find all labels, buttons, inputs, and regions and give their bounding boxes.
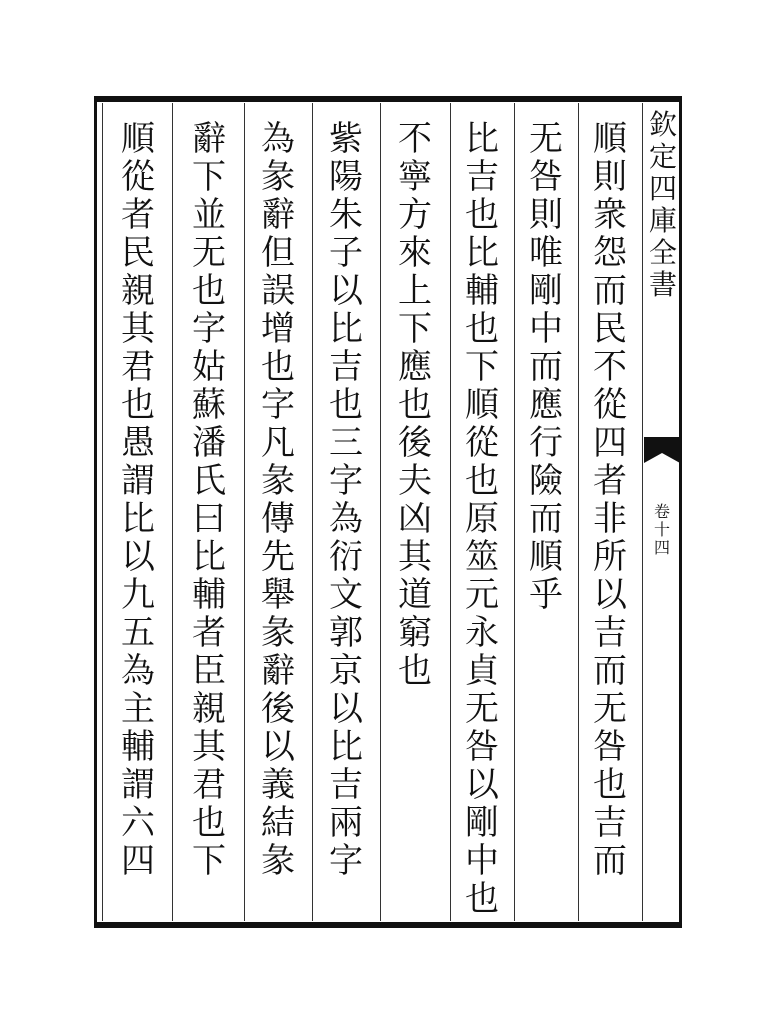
text-char: 順 xyxy=(121,119,155,159)
text-char: 夫 xyxy=(398,461,432,501)
text-char: 來 xyxy=(398,233,432,273)
text-char: 從 xyxy=(121,157,155,197)
text-char: 辭 xyxy=(261,651,295,691)
text-char: 衆 xyxy=(593,195,627,235)
text-char: 五 xyxy=(121,613,155,653)
column-rule xyxy=(514,103,515,921)
text-char: 者 xyxy=(593,461,627,501)
text-char: 三 xyxy=(329,423,363,463)
text-char: 謂 xyxy=(121,765,155,805)
text-column xyxy=(585,120,635,880)
text-column xyxy=(321,120,371,880)
text-char: 應 xyxy=(398,347,432,387)
title-char: 全 xyxy=(648,236,677,269)
text-char: 則 xyxy=(593,157,627,197)
text-char: 而 xyxy=(593,841,627,881)
text-char: 所 xyxy=(593,537,627,577)
text-char: 彖 xyxy=(261,461,295,501)
column-rule xyxy=(102,103,103,921)
text-char: 不 xyxy=(398,119,432,159)
volume-number xyxy=(650,503,674,557)
text-char: 親 xyxy=(121,271,155,311)
text-char: 字 xyxy=(261,385,295,425)
text-char: 紫 xyxy=(329,119,363,159)
text-char: 比 xyxy=(329,727,363,767)
text-char: 輔 xyxy=(465,271,499,311)
text-char: 下 xyxy=(465,347,499,387)
text-char: 咎 xyxy=(593,727,627,767)
text-char: 京 xyxy=(329,651,363,691)
text-char: 貞 xyxy=(465,651,499,691)
column-rule xyxy=(244,103,245,921)
text-char: 義 xyxy=(261,765,295,805)
text-char: 四 xyxy=(121,841,155,881)
text-char: 而 xyxy=(529,347,563,387)
text-char: 輔 xyxy=(192,575,226,615)
text-char: 以 xyxy=(329,689,363,729)
text-char: 後 xyxy=(261,689,295,729)
text-char: 非 xyxy=(593,499,627,539)
text-char: 也 xyxy=(465,309,499,349)
text-column xyxy=(390,120,440,690)
text-char: 而 xyxy=(593,651,627,691)
text-char: 行 xyxy=(529,423,563,463)
title-char: 庫 xyxy=(648,204,677,237)
text-char: 而 xyxy=(529,499,563,539)
text-char: 也 xyxy=(593,765,627,805)
text-char: 下 xyxy=(192,841,226,881)
text-char: 比 xyxy=(465,233,499,273)
text-char: 先 xyxy=(261,537,295,577)
text-char: 下 xyxy=(192,157,226,197)
text-char: 中 xyxy=(465,841,499,881)
text-char: 剛 xyxy=(465,803,499,843)
text-char: 臣 xyxy=(192,651,226,691)
text-char: 中 xyxy=(529,309,563,349)
title-char: 欽 xyxy=(648,108,677,141)
text-char: 凡 xyxy=(261,423,295,463)
text-char: 以 xyxy=(465,765,499,805)
text-char: 上 xyxy=(398,271,432,311)
text-char: 應 xyxy=(529,385,563,425)
text-char: 順 xyxy=(593,119,627,159)
text-char: 元 xyxy=(465,575,499,615)
text-char: 但 xyxy=(261,233,295,273)
text-char: 咎 xyxy=(465,727,499,767)
text-char: 傳 xyxy=(261,499,295,539)
text-char: 怨 xyxy=(593,233,627,273)
text-char: 衍 xyxy=(329,537,363,577)
text-column xyxy=(521,120,571,614)
text-char: 增 xyxy=(261,309,295,349)
text-char: 凶 xyxy=(398,499,432,539)
text-char: 兩 xyxy=(329,803,363,843)
text-char: 以 xyxy=(329,271,363,311)
text-char: 彖 xyxy=(261,157,295,197)
text-char: 從 xyxy=(465,423,499,463)
text-char: 其 xyxy=(398,537,432,577)
text-char: 以 xyxy=(593,575,627,615)
column-rule xyxy=(450,103,451,921)
text-char: 結 xyxy=(261,803,295,843)
text-char: 六 xyxy=(121,803,155,843)
title-char: 定 xyxy=(648,140,677,173)
text-char: 永 xyxy=(465,613,499,653)
text-char: 吉 xyxy=(593,613,627,653)
text-column xyxy=(184,120,234,880)
text-char: 郭 xyxy=(329,613,363,653)
text-char: 則 xyxy=(529,195,563,235)
text-char: 道 xyxy=(398,575,432,615)
text-char: 也 xyxy=(121,385,155,425)
text-char: 朱 xyxy=(329,195,363,235)
text-column xyxy=(113,120,163,880)
text-char: 字 xyxy=(329,841,363,881)
text-char: 彖 xyxy=(261,841,295,881)
text-char: 以 xyxy=(261,727,295,767)
text-char: 愚 xyxy=(121,423,155,463)
text-char: 為 xyxy=(121,651,155,691)
title-char: 書 xyxy=(648,268,677,301)
text-char: 吉 xyxy=(593,803,627,843)
text-char: 其 xyxy=(121,309,155,349)
text-char: 君 xyxy=(192,765,226,805)
text-char: 比 xyxy=(465,119,499,159)
text-char: 字 xyxy=(192,309,226,349)
text-char: 親 xyxy=(192,689,226,729)
text-char: 比 xyxy=(329,309,363,349)
text-char: 君 xyxy=(121,347,155,387)
page-margin-column xyxy=(642,103,682,921)
text-char: 文 xyxy=(329,575,363,615)
text-char: 九 xyxy=(121,575,155,615)
text-char: 子 xyxy=(329,233,363,273)
text-char: 也 xyxy=(398,385,432,425)
text-char: 也 xyxy=(465,461,499,501)
text-char: 也 xyxy=(261,347,295,387)
text-char: 彖 xyxy=(261,613,295,653)
text-char: 也 xyxy=(465,195,499,235)
text-char: 民 xyxy=(593,309,627,349)
text-char: 无 xyxy=(465,689,499,729)
text-char: 也 xyxy=(192,803,226,843)
text-char: 比 xyxy=(121,499,155,539)
text-char: 剛 xyxy=(529,271,563,311)
frame-bottom-border xyxy=(94,922,682,928)
volume-char: 四 xyxy=(653,538,670,557)
text-char: 者 xyxy=(192,613,226,653)
text-char: 謂 xyxy=(121,461,155,501)
text-char: 不 xyxy=(593,347,627,387)
text-column xyxy=(457,120,507,918)
text-char: 比 xyxy=(192,537,226,577)
column-rule xyxy=(172,103,173,921)
text-char: 乎 xyxy=(529,575,563,615)
text-char: 曰 xyxy=(192,499,226,539)
text-char: 寧 xyxy=(398,157,432,197)
text-char: 險 xyxy=(529,461,563,501)
text-char: 從 xyxy=(593,385,627,425)
text-char: 辭 xyxy=(261,195,295,235)
text-char: 唯 xyxy=(529,233,563,273)
text-char: 无 xyxy=(593,689,627,729)
text-char: 順 xyxy=(529,537,563,577)
text-char: 順 xyxy=(465,385,499,425)
text-char: 无 xyxy=(529,119,563,159)
text-char: 姑 xyxy=(192,347,226,387)
text-char: 其 xyxy=(192,727,226,767)
text-char: 四 xyxy=(593,423,627,463)
text-char: 誤 xyxy=(261,271,295,311)
text-column xyxy=(253,120,303,880)
text-char: 窮 xyxy=(398,613,432,653)
text-char: 而 xyxy=(593,271,627,311)
text-char: 潘 xyxy=(192,423,226,463)
text-char: 為 xyxy=(329,499,363,539)
text-char: 吉 xyxy=(465,157,499,197)
text-char: 方 xyxy=(398,195,432,235)
text-char: 氏 xyxy=(192,461,226,501)
fish-tail-mark xyxy=(642,433,682,469)
text-char: 也 xyxy=(192,271,226,311)
text-char: 吉 xyxy=(329,765,363,805)
column-rule xyxy=(380,103,381,921)
text-char: 下 xyxy=(398,309,432,349)
text-char: 者 xyxy=(121,195,155,235)
volume-char: 十 xyxy=(653,520,670,539)
frame-top-border xyxy=(94,96,682,102)
text-char: 也 xyxy=(465,879,499,919)
title-char: 四 xyxy=(648,172,677,205)
text-char: 吉 xyxy=(329,347,363,387)
text-char: 陽 xyxy=(329,157,363,197)
text-char: 蘇 xyxy=(192,385,226,425)
text-char: 舉 xyxy=(261,575,295,615)
text-char: 後 xyxy=(398,423,432,463)
text-char: 筮 xyxy=(465,537,499,577)
column-rule xyxy=(312,103,313,921)
column-rule xyxy=(578,103,579,921)
book-title xyxy=(646,109,680,301)
text-char: 主 xyxy=(121,689,155,729)
text-char: 也 xyxy=(398,651,432,691)
text-char: 也 xyxy=(329,385,363,425)
volume-char: 卷 xyxy=(653,502,670,521)
text-char: 无 xyxy=(192,233,226,273)
text-char: 並 xyxy=(192,195,226,235)
text-char: 原 xyxy=(465,499,499,539)
text-char: 咎 xyxy=(529,157,563,197)
text-char: 輔 xyxy=(121,727,155,767)
text-char: 為 xyxy=(261,119,295,159)
text-char: 辭 xyxy=(192,119,226,159)
text-char: 字 xyxy=(329,461,363,501)
text-char: 以 xyxy=(121,537,155,577)
text-char: 民 xyxy=(121,233,155,273)
